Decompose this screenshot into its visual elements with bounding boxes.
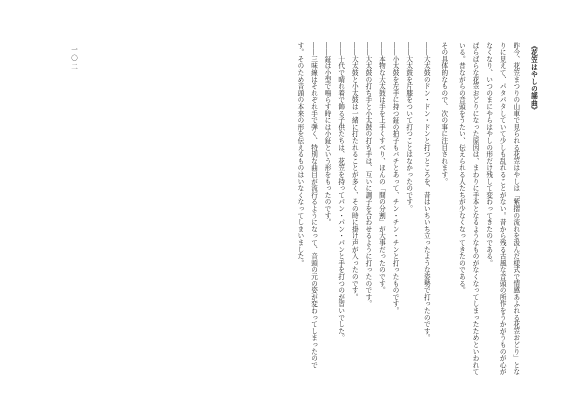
vertical-text-body: [96, 42, 546, 380]
paragraph: 昨今、花笠まつりの山車で見られる花笠はやしは「紫摺の流れを汲んだ様式で情感あふれる花笠おどり」となりに見えて、パタパタしていて少しも乱れることがない。昔から残る古風な音頭の所作をうかがうものが心がなくなり、いつのまにやらはやしの形だけ残して変わってきたのである。: [484, 42, 520, 376]
list-item: ――本物な大太鼓は手を上手くすべり、ほんの「間の分割」が大事だったのです。: [377, 42, 386, 294]
section-heading: 《花笠はやしの謡曲》: [529, 42, 538, 114]
list-item: ――大太鼓を片膝をついて打つことはなかったのです。: [404, 42, 413, 212]
list-item: ――三味線はそれぞれ手で弾く、特別な曲目が流行るようになって、音頭の元の姿が変わってしまったのです。そのため音頭の本来の形を伝えるものはいなくなってしまいました。: [295, 42, 318, 369]
list-item: ――大太鼓と小太鼓は一緒に打たれることが多く、その時に掛け声が入ったのです。: [350, 42, 359, 301]
list-item: ――鉦は小型で鳴らす時には小鉦という形をもったのです。: [323, 42, 332, 226]
list-item: ――大太鼓のドン・ドン・ドンと打つところを、昔はいちいち立ったような姿勢で打ったのです。: [422, 42, 431, 342]
list-item: ――小太鼓を左手に持つ鉦の拍子もバチとあって、チン・チン・チンと打ったものです。: [391, 42, 400, 314]
page-number: 一〇二: [70, 46, 78, 72]
paragraph: その具体的なもので、次の事に注目されます。: [439, 42, 448, 185]
paragraph: ばらばらな花笠おどりになった原因は、まわりに手本となるようなものがなくなってしまったためといわれている。昔ながらの音頭をうたい、伝えられる人たちが少なくなってきたのである。: [457, 42, 480, 376]
list-item: ――大太鼓の打ち手と小太鼓の打ち手は、互いに調子を合わせるように打ったのです。: [363, 42, 372, 308]
list-item: ――十代で晴れ着で飾る子供たちは、花笠を持ってパン・パン・パンと手を打つのが習いでした。: [336, 42, 345, 342]
